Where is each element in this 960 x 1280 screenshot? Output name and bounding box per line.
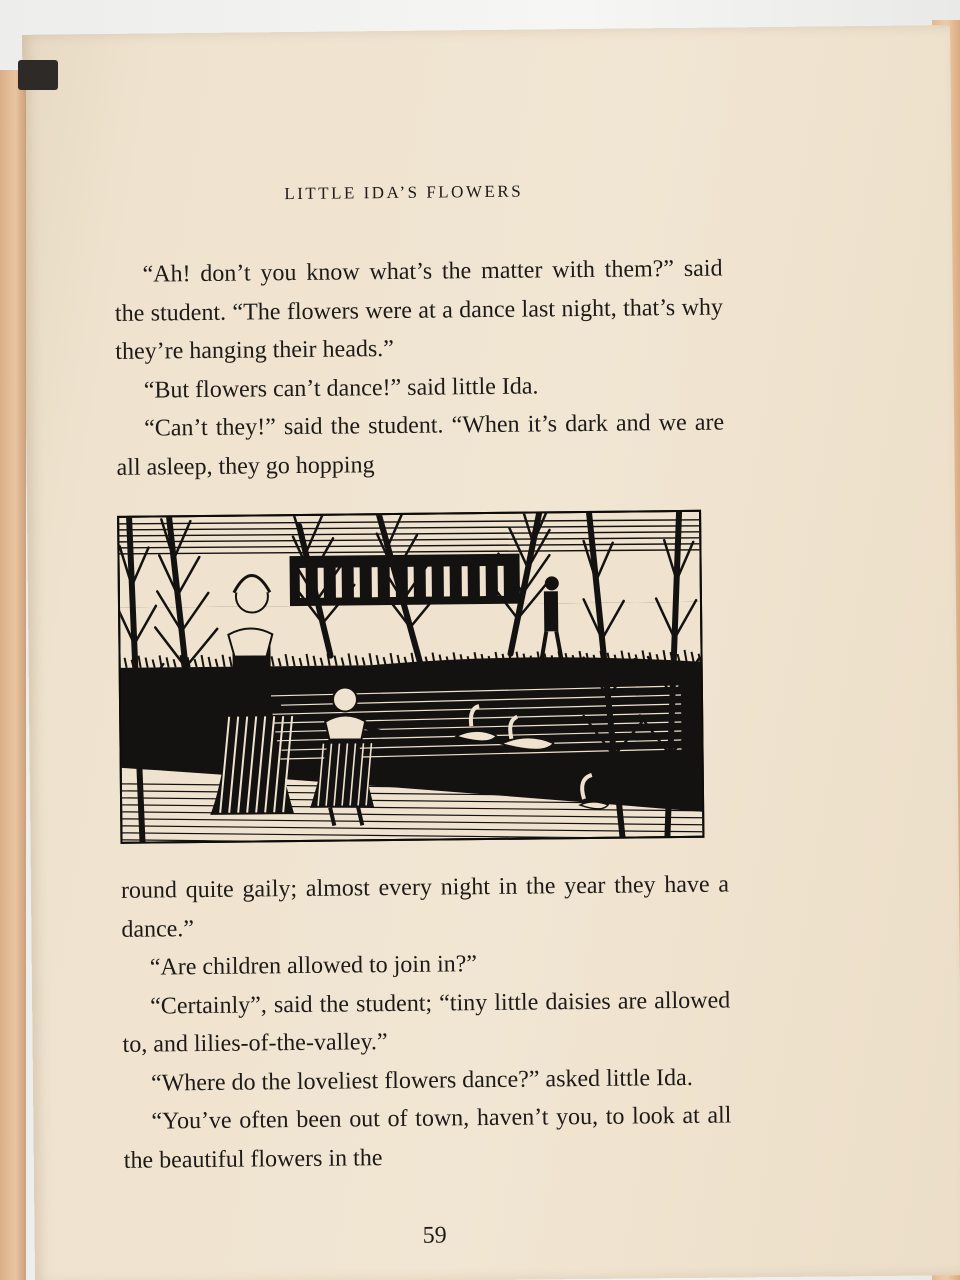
building-window (444, 566, 450, 596)
building-window (372, 567, 378, 597)
hatch-line (139, 722, 171, 760)
building-window (462, 566, 468, 596)
hatch-line (136, 664, 163, 702)
text-block-bottom (121, 866, 732, 1180)
woodcut-illustration (117, 510, 704, 844)
text-block-top (114, 250, 724, 487)
book-spine-corner (18, 60, 58, 90)
paragraph: round quite gaily; almost every night in the year they have a dance.” (120, 871, 730, 943)
paragraph: “Can’t they!” said the student. “When it’s dark and we are all asleep, they go hopping (116, 409, 725, 481)
running-header: LITTLE IDA’S FLOWERS (284, 181, 524, 204)
building-window (498, 566, 504, 596)
building-window (480, 566, 486, 596)
page-number: 59 (422, 1222, 447, 1249)
building-window (426, 567, 432, 597)
park-swans-woodcut (119, 512, 702, 842)
paragraph: “You’ve often been out of town, haven’t you, to look at all the beautiful flowers in the (123, 1102, 732, 1174)
paragraph: “Ah! don’t you know what’s the matter with them?” said the student. “The flowers were at a dance last night, that’s why they’re hanging their heads.” (114, 255, 724, 365)
paragraph: “But flowers can’t dance!” said little Ida. (143, 372, 539, 404)
paragraph: “Certainly”, said the student; “tiny little daisies are allowed to, and lilies-of-the-valley.” (122, 986, 731, 1058)
book-cover-left-edge (0, 70, 26, 1280)
building-window (354, 567, 360, 597)
paragraph: “Are children allowed to join in?” (149, 951, 478, 981)
paragraph: “Where do the loveliest flowers dance?” asked little Ida. (150, 1064, 693, 1097)
book-page (22, 25, 960, 1280)
